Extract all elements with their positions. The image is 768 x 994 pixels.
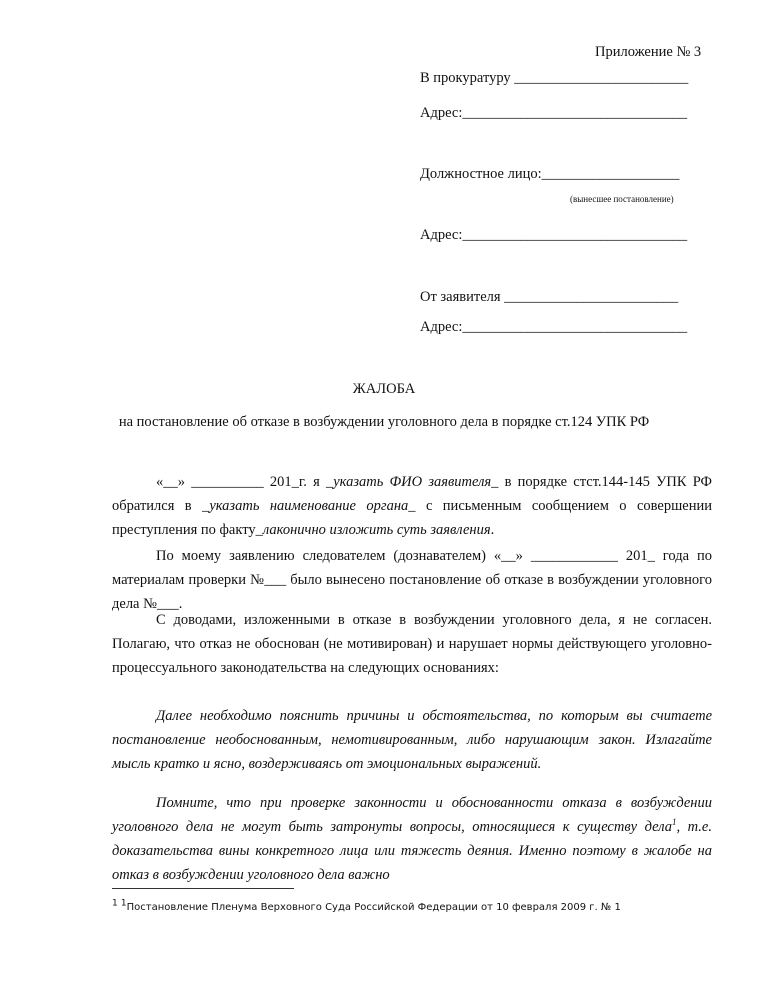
paragraph-3: С доводами, изложенными в отказе в возбуждении уголовного дела, я не согласен. Полагаю, что отказ не обоснован (не мотивирован) и нарушает нормы действующего уголовно-процессуального законодательства на следующих основаниях: (112, 612, 712, 676)
paragraph-4: Далее необходимо пояснить причины и обстоятельства, по которым вы считаете постановление необоснованным, немотивированным, либо нарушающим закон. Излагайте мысль кратко и ясно, воздерживаясь от эмоциональных выражений. (112, 708, 712, 772)
paragraph-5 (112, 791, 712, 887)
paragraph-2: По моему заявлению следователем (дознавателем) «__» ____________ 201_ года по материалам проверки №___ было вынесено постановление об отказе в возбуждении уголовного дела №___. (112, 548, 712, 612)
address-field-2: Адрес:_______________________________ (420, 227, 688, 243)
p1-text-a: «__» __________ 201_г. я _ (156, 474, 334, 490)
p1-text-g: . (490, 522, 495, 538)
footnote-mark: 1 (112, 898, 118, 909)
p1-text-c: в порядке стст.144-145 УПК РФ обратился в _ (112, 474, 712, 514)
p1-applicant-name-hint: указать ФИО заявителя_ (333, 474, 499, 490)
footnote (112, 898, 621, 913)
footnote-text: Постановление Пленума Верховного Суда Российской Федерации от 10 февраля 2009 г. № 1 (126, 902, 621, 913)
paragraph-1 (112, 470, 712, 542)
p5-text-a: Помните, что при проверке законности и обоснованности отказа в возбуждении уголовного дела не могут быть затронуты вопросы, относящиеся к существу дела (112, 795, 712, 835)
p5-text-c: Именно поэтому в жалобе на отказ в возбуждении уголовного дела важно (112, 843, 712, 883)
p1-text-e: с письменным сообщением о совершении преступления по факту_ (112, 498, 712, 538)
document-subtitle: на постановление об отказе в возбуждении уголовного дела в порядке ст.124 УПК РФ (118, 414, 650, 430)
p1-organ-hint: указать наименование органа_ (209, 498, 416, 514)
address-field-1: Адрес:_______________________________ (420, 105, 688, 121)
appendix-label: Приложение № 3 (595, 44, 702, 60)
p5-text-b: , т.е. доказательства вины конкретного лица или тяжесть деяния. (112, 819, 712, 859)
official-note: (вынесшее постановление) (570, 194, 674, 204)
footnote-ref: 1 (671, 817, 677, 828)
document-title: ЖАЛОБА (352, 381, 416, 397)
p1-essence-hint: лаконично изложить суть заявления (262, 522, 491, 538)
address-field-3: Адрес:_______________________________ (420, 319, 688, 335)
official-field: Должностное лицо:___________________ (420, 166, 680, 182)
footnote-mark-2: 1 (120, 898, 127, 909)
prosecutor-field: В прокуратуру ________________________ (420, 70, 689, 86)
applicant-field: От заявителя ________________________ (420, 289, 679, 305)
footnote-divider (112, 888, 294, 889)
